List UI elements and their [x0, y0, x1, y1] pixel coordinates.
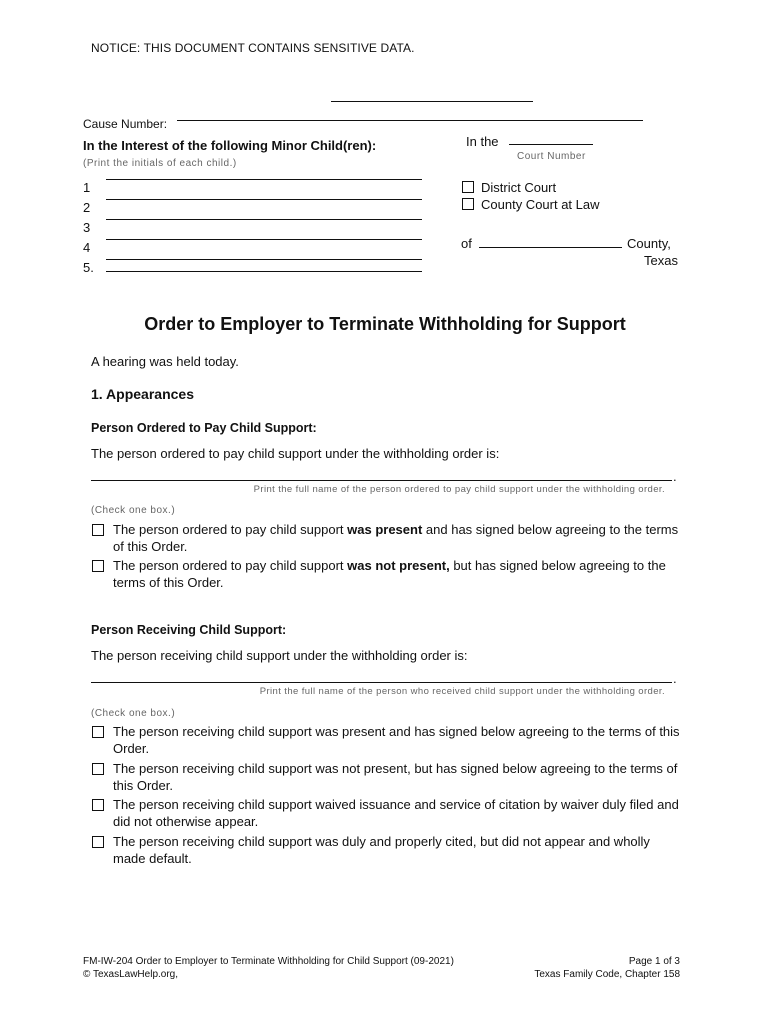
receiver-name-line[interactable] — [91, 682, 672, 683]
child-number-5: 5. — [83, 260, 94, 275]
payer-present-text-b: and has signed below agreeing to the terms of this Order. — [113, 522, 679, 554]
texas-label: Texas — [644, 253, 678, 268]
hearing-statement: A hearing was held today. — [91, 354, 239, 369]
child-initials-line-2[interactable] — [106, 199, 422, 200]
footer-code: Texas Family Code, Chapter 158 — [534, 969, 680, 980]
child-number-3: 3 — [83, 220, 91, 235]
document-title: Order to Employer to Terminate Withholding for Support — [144, 314, 626, 334]
footer-right — [480, 955, 680, 981]
footer-page-number: Page 1 of 3 — [628, 956, 680, 967]
cause-number-top-line[interactable] — [331, 101, 533, 102]
footer-form-title: FM-IW-204 Order to Employer to Terminate Withholding for Child Support (09-2021) — [83, 956, 454, 967]
payer-heading: Person Ordered to Pay Child Support: — [91, 421, 317, 435]
child-initials-line-4[interactable] — [106, 239, 422, 240]
cause-number-line[interactable] — [177, 120, 643, 121]
county-court-label: County Court at Law — [481, 197, 600, 212]
payer-print-note: Print the full name of the person ordered to pay child support under the withholding order. — [253, 484, 665, 495]
county-name-line[interactable] — [479, 247, 622, 248]
receiver-waived-checkbox[interactable] — [92, 799, 104, 811]
payer-not-present-option — [113, 558, 685, 591]
in-the-label: In the — [466, 134, 499, 149]
section-1-heading: 1. Appearances — [91, 386, 194, 402]
district-court-checkbox[interactable] — [462, 181, 474, 193]
receiver-default-option: The person receiving child support was duly and properly cited, but did not appear and wholly made default. — [113, 834, 650, 866]
child-initials-line-3[interactable] — [106, 219, 422, 220]
cause-number-label: Cause Number: — [83, 117, 168, 131]
child-number-4: 4 — [83, 240, 91, 255]
receiver-not-present-option: The person receiving child support was not present, but has signed below agreeing to the terms of this Order. — [113, 761, 678, 793]
sensitive-data-notice: NOTICE: THIS DOCUMENT CONTAINS SENSITIVE DATA. — [91, 41, 415, 55]
receiver-present-option: The person receiving child support was present and has signed below agreeing to the terms of this Order. — [113, 724, 680, 756]
child-initials-line-6[interactable] — [106, 271, 422, 272]
of-label: of — [461, 236, 472, 251]
receiver-intro: The person receiving child support under the withholding order is: — [91, 648, 468, 663]
payer-present-option — [113, 522, 685, 555]
child-number-1: 1 — [83, 180, 91, 195]
receiver-line-period: . — [673, 671, 677, 686]
payer-not-present-text-a: The person ordered to pay child support — [113, 558, 348, 573]
payer-not-present-bold: was not present, — [347, 558, 450, 573]
payer-name-line[interactable] — [91, 480, 672, 481]
receiver-waived-option: The person receiving child support waived issuance and service of citation by waiver duly filed and did not otherwise appear. — [113, 797, 679, 829]
child-initials-line-5[interactable] — [106, 259, 422, 260]
footer-left — [83, 955, 454, 981]
receiver-check-one: (Check one box.) — [91, 708, 176, 719]
district-court-label: District Court — [481, 180, 557, 195]
county-court-checkbox[interactable] — [462, 198, 474, 210]
receiver-default-checkbox[interactable] — [92, 836, 104, 848]
payer-line-period: . — [673, 469, 677, 484]
child-number-2: 2 — [83, 200, 91, 215]
footer-copyright: © TexasLawHelp.org, — [83, 969, 179, 980]
payer-present-text-a: The person ordered to pay child support — [113, 522, 348, 537]
payer-intro: The person ordered to pay child support under the withholding order is: — [91, 446, 500, 461]
payer-present-bold: was present — [347, 522, 423, 537]
payer-not-present-checkbox[interactable] — [92, 560, 104, 572]
court-number-caption: Court Number — [517, 151, 586, 162]
payer-not-present-text-b: but has signed below agreeing to the terms of this Order. — [113, 558, 666, 590]
receiver-print-note: Print the full name of the person who received child support under the withholding order. — [259, 686, 665, 697]
receiver-not-present-checkbox[interactable] — [92, 763, 104, 775]
receiver-present-checkbox[interactable] — [92, 726, 104, 738]
payer-present-checkbox[interactable] — [92, 524, 104, 536]
county-label: County, — [627, 236, 671, 251]
child-initials-line-1[interactable] — [106, 179, 422, 180]
court-number-line[interactable] — [509, 144, 593, 145]
minor-children-heading: In the Interest of the following Minor Child(ren): — [83, 138, 377, 153]
receiver-heading: Person Receiving Child Support: — [91, 623, 287, 637]
payer-check-one: (Check one box.) — [91, 505, 176, 516]
print-initials-instruction: (Print the initials of each child.) — [83, 158, 237, 169]
